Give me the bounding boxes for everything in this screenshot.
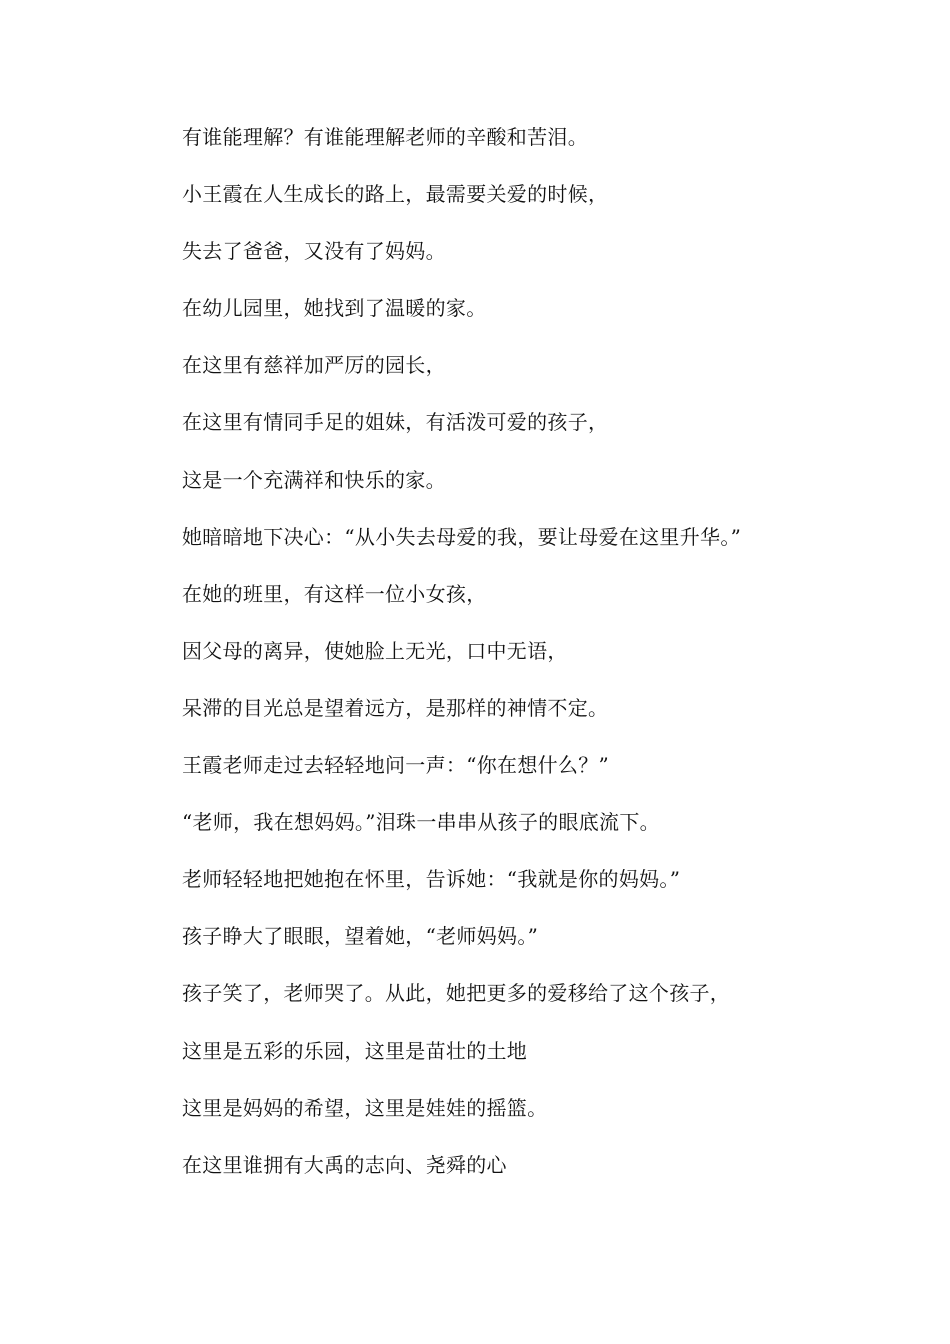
text-line: 在幼儿园里，她找到了温暖的家。 (182, 296, 487, 321)
text-line: 呆滞的目光总是望着远方，是那样的神情不定。 (182, 695, 609, 720)
text-line: 这是一个充满祥和快乐的家。 (182, 467, 446, 492)
text-line: 在这里有情同手足的姐妹，有活泼可爱的孩子， (182, 410, 609, 435)
text-line: 王霞老师走过去轻轻地问一声：“你在想什么？” (182, 753, 610, 778)
text-line: 在这里谁拥有大禹的志向、尧舜的心 (182, 1152, 507, 1177)
text-line: “老师，我在想妈妈。”泪珠一串串从孩子的眼底流下。 (182, 810, 660, 835)
text-line: 这里是五彩的乐园，这里是苗壮的土地 (182, 1038, 528, 1063)
text-line: 因父母的离异，使她脸上无光，口中无语， (182, 638, 568, 663)
text-line: 在她的班里，有这样一位小女孩， (182, 581, 487, 606)
text-line: 她暗暗地下决心：“从小失去母爱的我，要让母爱在这里升华。” (182, 524, 742, 549)
text-line: 这里是妈妈的希望，这里是娃娃的摇篮。 (182, 1095, 548, 1120)
poem-text-body (182, 120, 902, 1205)
text-line: 老师轻轻地把她抱在怀里，告诉她：“我就是你的妈妈。” (182, 867, 681, 892)
text-line: 在这里有慈祥加严厉的园长， (182, 353, 446, 378)
text-line: 小王霞在人生成长的路上，最需要关爱的时候， (182, 182, 609, 207)
text-line: 失去了爸爸，又没有了妈妈。 (182, 239, 446, 264)
text-line: 孩子睁大了眼眼，望着她，“老师妈妈。” (182, 924, 539, 949)
text-line: 孩子笑了，老师哭了。从此，她把更多的爱移给了这个孩子， (182, 981, 731, 1006)
text-line: 有谁能理解？有谁能理解老师的辛酸和苦泪。 (182, 125, 588, 149)
